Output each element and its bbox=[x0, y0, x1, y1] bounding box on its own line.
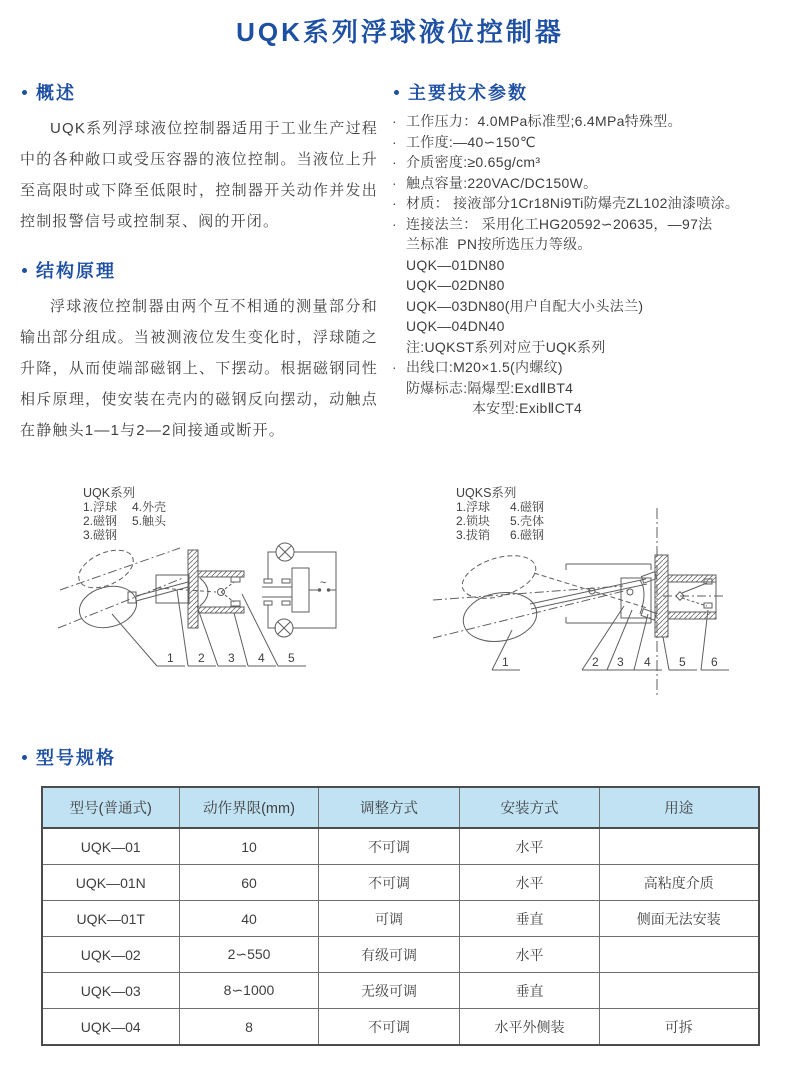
text-columns bbox=[0, 79, 800, 466]
line-bullet bbox=[392, 337, 406, 358]
spec-cell: 水平 bbox=[460, 937, 600, 973]
line-bullet bbox=[392, 296, 406, 317]
spec-header-cell: 调整方式 bbox=[319, 787, 460, 828]
spec-cell: 60 bbox=[180, 865, 319, 901]
bullet-dot-icon bbox=[394, 90, 399, 95]
spec-cell: 水平 bbox=[460, 865, 600, 901]
spec-cell: UQK—01 bbox=[42, 828, 180, 865]
line-bullet: · bbox=[392, 154, 397, 170]
spec-row bbox=[42, 937, 759, 973]
line-text: 材质： 接液部分1Cr18Ni9Ti防爆壳ZL102油漆喷涂。 bbox=[406, 195, 740, 211]
spec-cell: 水平 bbox=[460, 828, 600, 865]
line-text: 出线口:M20×1.5(内螺纹) bbox=[406, 359, 563, 375]
tech-line bbox=[392, 132, 780, 153]
uqk-legend-item: 4.外壳 bbox=[132, 500, 167, 514]
line-text: UQK—01DN80 bbox=[406, 256, 505, 273]
spec-cell bbox=[600, 973, 759, 1009]
line-text: 本安型:ExibⅡCT4 bbox=[472, 400, 583, 416]
line-bullet bbox=[392, 275, 406, 296]
spec-cell: UQK—03 bbox=[42, 973, 180, 1009]
tech-line bbox=[392, 316, 780, 337]
uqks-diagram bbox=[418, 480, 793, 730]
spec-cell: 8 bbox=[180, 1009, 319, 1046]
uqks-legend-item: 5.壳体 bbox=[510, 514, 545, 528]
spec-row bbox=[42, 901, 759, 937]
spec-cell: 垂直 bbox=[460, 901, 600, 937]
tech-line bbox=[392, 398, 780, 419]
tech-line bbox=[392, 193, 780, 214]
line-bullet: · bbox=[392, 174, 397, 191]
spec-cell bbox=[600, 937, 759, 973]
uqk-part-number: 5 bbox=[288, 651, 295, 665]
uqk-legend-series: UQK系列 bbox=[83, 486, 136, 500]
overview-heading bbox=[22, 79, 378, 105]
spec-cell: 可调 bbox=[319, 901, 460, 937]
uqks-part-number: 4 bbox=[644, 655, 651, 669]
uqk-legend-item: 1.浮球 bbox=[83, 500, 118, 514]
line-text: UQK—04DN40 bbox=[406, 318, 505, 334]
structure-heading-label: 结构原理 bbox=[36, 261, 116, 281]
line-bullet: · bbox=[392, 133, 397, 150]
spec-header-row bbox=[42, 787, 759, 828]
uqks-part-number: 6 bbox=[711, 655, 718, 669]
line-bullet bbox=[392, 378, 406, 399]
spec-row bbox=[42, 1009, 759, 1046]
spec-cell: 2∽550 bbox=[180, 937, 319, 973]
uqk-legend-item: 5.触头 bbox=[132, 514, 167, 528]
spec-cell: UQK—01N bbox=[42, 865, 180, 901]
bullet-dot-icon bbox=[22, 90, 27, 95]
spec-heading-label: 型号规格 bbox=[36, 748, 116, 768]
spec-row bbox=[42, 973, 759, 1009]
uqks-legend-item: 4.磁钢 bbox=[510, 500, 545, 514]
uqks-part-number: 2 bbox=[592, 655, 599, 669]
uqks-legend-series: UQKS系列 bbox=[456, 486, 517, 500]
spec-cell: 无级可调 bbox=[319, 973, 460, 1009]
line-bullet bbox=[392, 234, 406, 255]
spec-cell: 垂直 bbox=[460, 973, 600, 1009]
page-title: UQK系列浮球液位控制器 bbox=[236, 17, 564, 47]
spec-cell: 可拆 bbox=[600, 1009, 759, 1046]
line-text: 触点容量:220VAC/DC150W。 bbox=[406, 174, 598, 191]
line-bullet: · bbox=[392, 113, 397, 129]
spec-cell: 10 bbox=[180, 828, 319, 865]
tech-line bbox=[392, 337, 780, 358]
uqk-part-number: 3 bbox=[228, 651, 235, 665]
uqks-legend-item: 3.拔销 bbox=[456, 528, 491, 542]
spec-cell: 侧面无法安装 bbox=[600, 901, 759, 937]
line-bullet: · bbox=[392, 195, 397, 211]
line-bullet bbox=[392, 398, 406, 419]
uqk-legend-item: 2.磁钢 bbox=[83, 514, 118, 528]
spec-cell: UQK—04 bbox=[42, 1009, 180, 1046]
line-text: 工作度:—40∽150℃ bbox=[406, 133, 536, 150]
uqks-part-number: 3 bbox=[617, 655, 624, 669]
spec-cell: UQK—02 bbox=[42, 937, 180, 973]
line-bullet: · bbox=[392, 359, 397, 375]
uqks-part-number: 1 bbox=[502, 655, 509, 669]
uqks-legend-item: 2.锁块 bbox=[456, 514, 491, 528]
line-bullet: · bbox=[392, 215, 397, 232]
tech-line bbox=[392, 275, 780, 296]
left-column bbox=[20, 79, 378, 466]
tech-line bbox=[392, 152, 780, 173]
tech-heading bbox=[394, 79, 780, 105]
tech-line bbox=[392, 214, 780, 235]
uqks-legend-item: 6.磁钢 bbox=[510, 528, 545, 542]
line-text: 兰标准 PN按所选压力等级。 bbox=[406, 236, 592, 252]
overview-paragraph: UQK系列浮球液位控制器适用于工业生产过程中的各种敞口或受压容器的液位控制。当液位上升至高限时或下降至低限时，控制器开关动作并发出控制报警信号或控制泵、阀的开闭。 bbox=[20, 120, 378, 230]
tech-line bbox=[392, 296, 780, 317]
spec-section bbox=[0, 744, 800, 1046]
tech-line bbox=[392, 173, 780, 194]
spec-cell: 高粘度介质 bbox=[600, 865, 759, 901]
spec-header-cell: 动作界限(mm) bbox=[180, 787, 319, 828]
line-text: 介质密度:≥0.65g/cm³ bbox=[406, 154, 541, 170]
spec-heading bbox=[22, 744, 780, 770]
uqk-part-number: 4 bbox=[258, 651, 265, 665]
right-column bbox=[392, 79, 780, 466]
uqk-legend-item: 3.磁钢 bbox=[83, 528, 118, 542]
spec-table bbox=[41, 786, 760, 1046]
spec-header-cell: 用途 bbox=[600, 787, 759, 828]
bullet-dot-icon bbox=[22, 268, 27, 273]
line-text: 工作压力：4.0MPa标准型;6.4MPa特殊型。 bbox=[406, 113, 682, 129]
spec-cell: 不可调 bbox=[319, 828, 460, 865]
uqk-part-number: 1 bbox=[167, 651, 174, 665]
tech-line bbox=[392, 378, 780, 399]
tech-line bbox=[392, 234, 780, 255]
line-bullet bbox=[392, 316, 406, 337]
uqks-legend-item: 1.浮球 bbox=[456, 500, 491, 514]
spec-row bbox=[42, 828, 759, 865]
uqk-diagram bbox=[28, 480, 398, 730]
spec-header-cell: 安装方式 bbox=[460, 787, 600, 828]
ac-symbol: ~ bbox=[320, 577, 327, 589]
diagram-row bbox=[0, 480, 800, 730]
uqk-part-number: 2 bbox=[198, 651, 205, 665]
structure-heading bbox=[22, 257, 378, 283]
spec-cell bbox=[600, 828, 759, 865]
line-text: 连接法兰： 采用化工HG20592∽20635，—97法 bbox=[406, 215, 713, 232]
line-text: UQK—03DN80(用户自配大小头法兰) bbox=[406, 297, 644, 314]
uqks-part-number: 5 bbox=[679, 655, 686, 669]
spec-cell: 8∽1000 bbox=[180, 973, 319, 1009]
structure-paragraph: 浮球液位控制器由两个互不相通的测量部分和输出部分组成。当被测液位发生变化时，浮球随之升降，从而使端部磁钢上、下摆动。根据磁钢同性相斥原理，使安装在壳内的磁钢反向摆动，动触点在静触头1—1与2—2间接通或断开。 bbox=[20, 298, 378, 439]
bullet-dot-icon bbox=[22, 755, 27, 760]
spec-cell: 水平外侧装 bbox=[460, 1009, 600, 1046]
tech-heading-label: 主要技术参数 bbox=[408, 83, 528, 103]
tech-parameter-list bbox=[392, 111, 780, 419]
line-text: 防爆标志:隔爆型:ExdⅡBT4 bbox=[406, 379, 574, 396]
tech-line bbox=[392, 357, 780, 378]
spec-header-cell: 型号(普通式) bbox=[42, 787, 180, 828]
spec-cell: 有级可调 bbox=[319, 937, 460, 973]
overview-heading-label: 概述 bbox=[36, 83, 76, 103]
line-text: 注:UQKST系列对应于UQK系列 bbox=[406, 338, 606, 355]
spec-cell: 40 bbox=[180, 901, 319, 937]
line-text: UQK—02DN80 bbox=[406, 277, 505, 293]
tech-line bbox=[392, 111, 780, 132]
line-bullet bbox=[392, 255, 406, 276]
tech-line bbox=[392, 255, 780, 276]
spec-row bbox=[42, 865, 759, 901]
spec-cell: 不可调 bbox=[319, 865, 460, 901]
spec-cell: UQK—01T bbox=[42, 901, 180, 937]
spec-cell: 不可调 bbox=[319, 1009, 460, 1046]
